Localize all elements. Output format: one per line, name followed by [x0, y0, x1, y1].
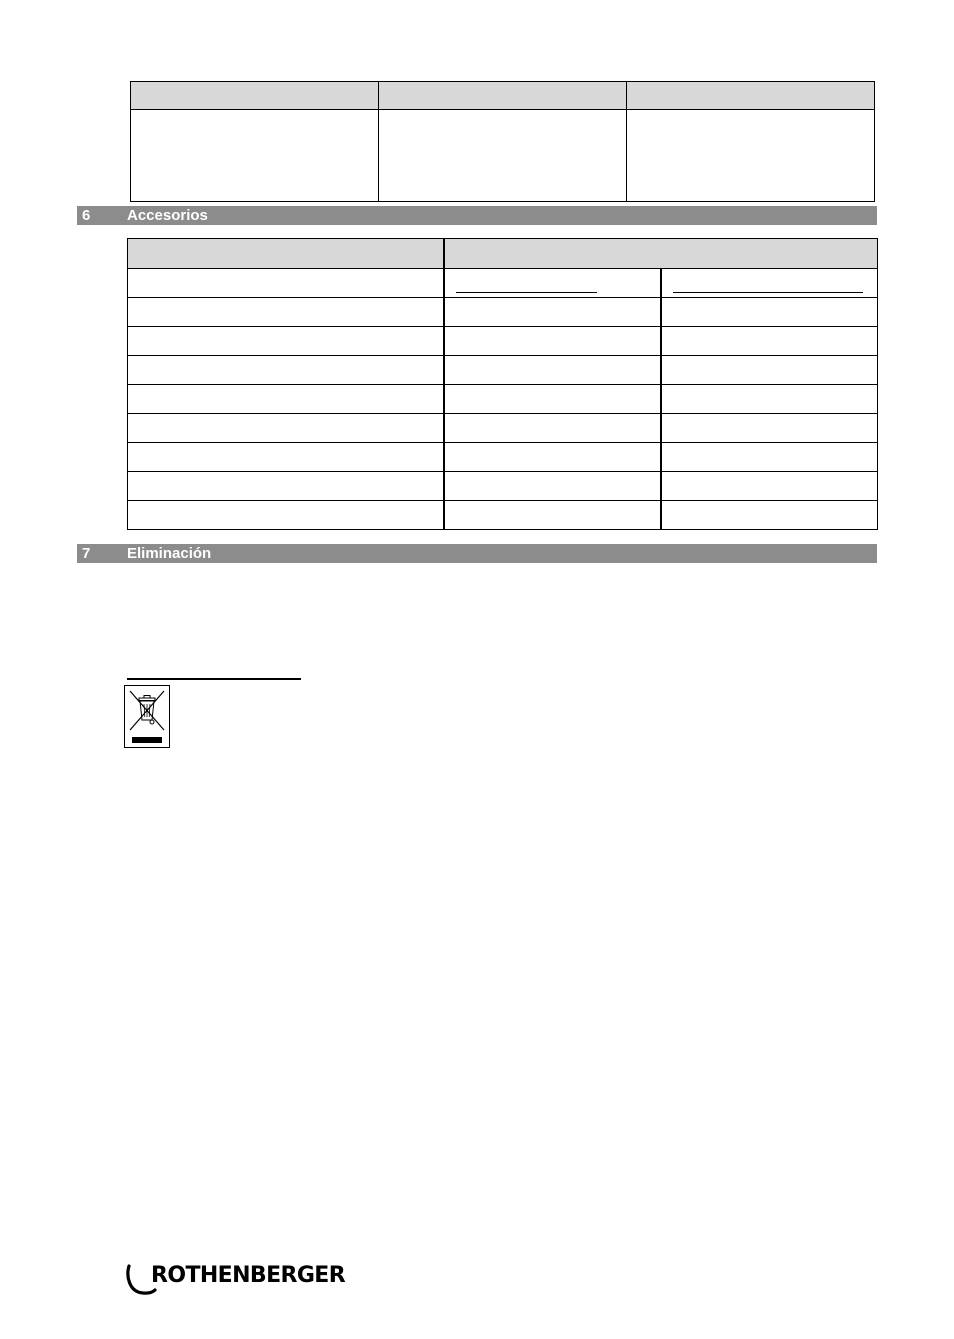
- table-cell: [444, 443, 661, 472]
- table-cell: [444, 414, 661, 443]
- table-cell: [661, 472, 878, 501]
- section-title: Eliminación: [127, 545, 212, 562]
- rothenberger-logo: [125, 1262, 365, 1298]
- table-cell: [661, 298, 878, 327]
- table-cell: [661, 414, 878, 443]
- section-heading-accessories: [77, 206, 877, 225]
- top-table-header-1: [131, 82, 379, 110]
- table-row: [128, 269, 878, 298]
- table-row: [128, 472, 878, 501]
- table-cell: [444, 269, 661, 298]
- table-row: [128, 501, 878, 530]
- table-cell: [128, 501, 444, 530]
- table-row: [128, 356, 878, 385]
- table-cell: [128, 443, 444, 472]
- top-table-header-2: [379, 82, 627, 110]
- table-header-row: [128, 239, 878, 269]
- table-cell: [128, 414, 444, 443]
- top-table-cell-2: [379, 110, 627, 201]
- table-cell: [444, 501, 661, 530]
- underline-placeholder: [673, 292, 864, 293]
- table-cell: [128, 327, 444, 356]
- table-cell: [444, 385, 661, 414]
- table-cell: [661, 327, 878, 356]
- table-cell: [661, 443, 878, 472]
- table-row: [128, 443, 878, 472]
- table-cell: [661, 356, 878, 385]
- table-cell: [128, 385, 444, 414]
- crossed-out-wheelie-bin-icon: [124, 685, 170, 748]
- table-cell: [444, 327, 661, 356]
- top-table-cell-3: [627, 110, 874, 201]
- table-row: [128, 385, 878, 414]
- table-row: [128, 327, 878, 356]
- table-cell: [128, 298, 444, 327]
- table-header-cell: [128, 239, 444, 269]
- table-cell: [128, 269, 444, 298]
- table-cell: [444, 356, 661, 385]
- table-cell: [444, 472, 661, 501]
- top-table-cell-1: [131, 110, 379, 201]
- table-cell: [444, 298, 661, 327]
- table-row: [128, 414, 878, 443]
- section-title: Accesorios: [127, 207, 208, 224]
- table-row: [128, 298, 878, 327]
- table-header-cell: [444, 239, 878, 269]
- section-number: 6: [82, 207, 91, 224]
- table-cell: [661, 269, 878, 298]
- top-table-header-3: [627, 82, 874, 110]
- disposal-underline: [127, 678, 301, 680]
- section-number: 7: [82, 545, 91, 562]
- table-cell: [661, 501, 878, 530]
- table-cell: [128, 356, 444, 385]
- table-cell: [661, 385, 878, 414]
- top-table: [130, 81, 875, 202]
- table-cell: [128, 472, 444, 501]
- underline-placeholder: [456, 292, 597, 293]
- accessories-table: [127, 238, 878, 530]
- section-heading-disposal: [77, 544, 877, 563]
- brand-name: ROTHENBERGER: [151, 1263, 346, 1288]
